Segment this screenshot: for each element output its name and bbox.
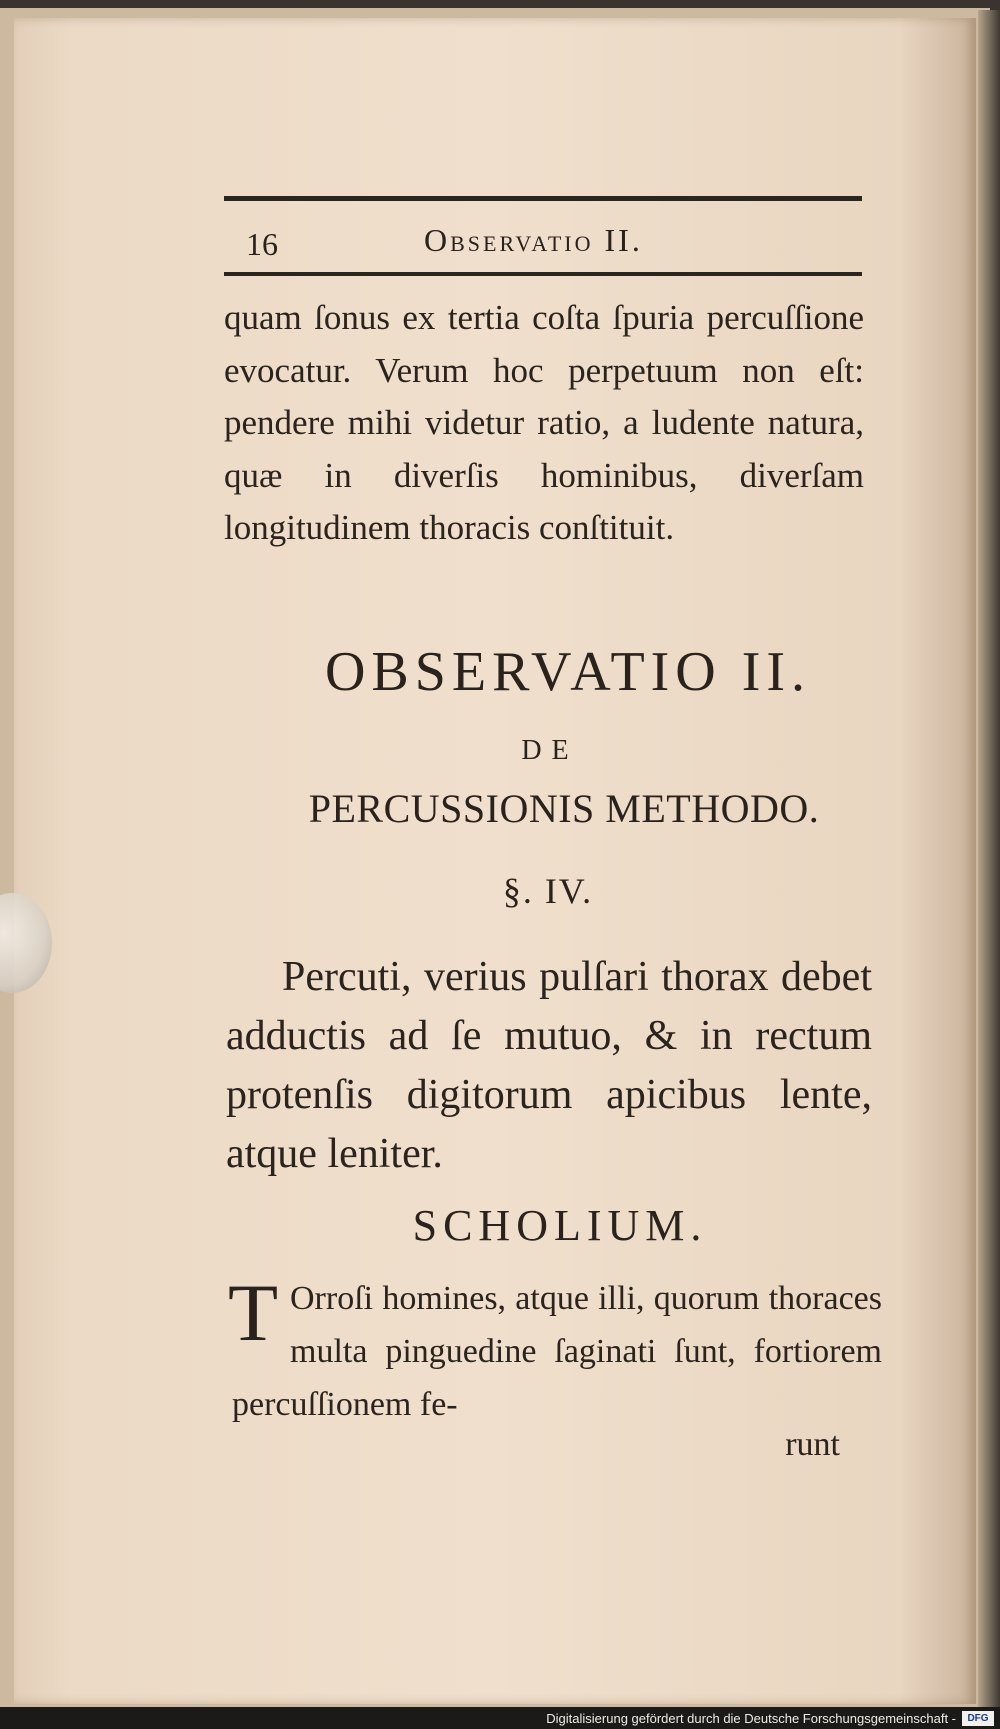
page-edge [978,10,1000,1710]
dfg-logo: DFG [962,1711,994,1726]
rule-paragraph: Percuti, verius pulſari thorax debet adductis ad ſe mutuo, & in rectum protenſis digitorum apicibus lente, atque leniter. [226,954,872,1177]
paragraph-sign: §. IV. [502,871,594,911]
header-rule-bottom [224,272,862,276]
scholium-text: Orroſi homines, atque illi, quorum thoraces multa pinguedine ſaginati ſunt, fortiorem percuſſionem fe- [232,1280,882,1423]
continued-paragraph: quam ſonus ex tertia coſta ſpuria percuſſione evocatur. Verum hoc perpetuum non eſt: pendere mihi videtur ratio, a ludente natura, quæ in diverſis hominibus, diverſam longitudinem thoracis conſtituit. [224,298,864,547]
scholium-title: SCHOLIUM. [412,1201,708,1250]
drop-cap-initial: T [228,1267,279,1358]
section-subtitle: PERCUSSIONIS METHODO. [308,786,820,831]
section-de: DE [521,735,579,766]
page-number: 16 [246,226,278,262]
running-title: Observatio II. [424,222,643,258]
header-rule-top [224,196,862,201]
drop-cap-space [232,1272,290,1360]
catchword: runt [785,1426,840,1463]
scholium-paragraph [232,1272,882,1431]
digitization-note: Digitalisierung gefördert durch die Deutsche Forschungsgemeinschaft - [546,1711,956,1726]
section-title: OBSERVATIO II. [324,641,812,703]
